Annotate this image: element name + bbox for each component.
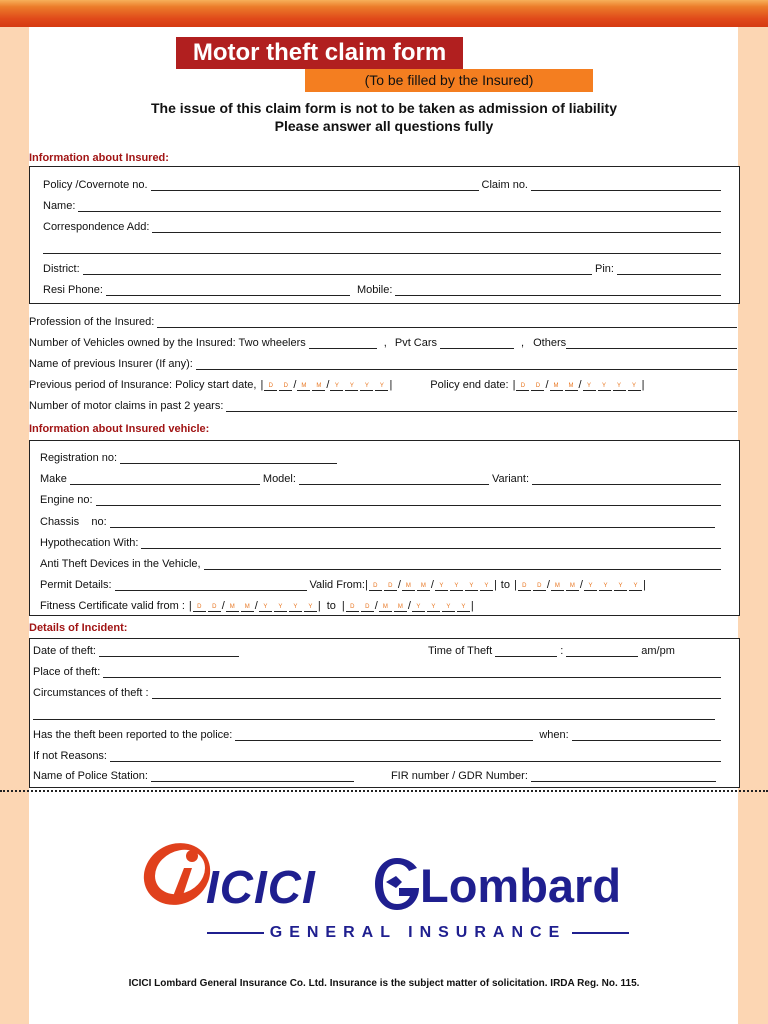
make-label: Make [40,473,67,485]
slash: / [254,600,258,612]
slash: / [578,379,582,391]
year-cell: Y [465,582,478,591]
claim-label: Claim no. [481,179,528,191]
to-label: to [326,600,336,612]
day-cell: D [369,582,382,591]
day-cell: D [264,382,277,391]
chassis-row [40,513,718,528]
police-station-field[interactable] [151,771,354,782]
permit-valid-to-date[interactable] [514,579,646,591]
circumstances-row [33,684,724,699]
chassis-label: Chassis no: [40,516,107,528]
when-label: when: [539,729,569,741]
brand-tagline [207,924,629,942]
day-cell: D [361,603,374,612]
bar: | [389,379,393,391]
year-cell: Y [375,382,388,391]
policy-start-date-field[interactable] [260,379,392,391]
place-field[interactable] [103,667,721,678]
time-separator: : [560,645,564,657]
tagline-rule-left [207,932,264,934]
permit-valid-from-date[interactable] [365,579,497,591]
year-cell: Y [345,382,358,391]
slash: / [545,379,549,391]
month-cell: M [417,582,430,591]
day-cell: D [208,603,221,612]
brand-name-icici: ICICI [206,861,316,913]
registration-label: Registration no: [40,452,118,464]
year-cell: Y [480,582,493,591]
permit-row [40,576,724,591]
comma: , [383,337,387,349]
month-cell: M [565,382,578,391]
slash: / [374,600,378,612]
two-wheelers-field[interactable] [309,338,377,349]
previous-insurer-field[interactable] [196,359,737,370]
bar: | [641,379,645,391]
day-cell: D [384,582,397,591]
month-cell: M [379,603,392,612]
fir-number-field[interactable] [531,771,716,782]
engine-label: Engine no: [40,494,93,506]
comma: , [521,337,525,349]
pvt-cars-label: Pvt Cars [394,337,438,349]
year-cell: Y [584,582,597,591]
anti-theft-row [40,555,724,570]
bar: | [513,579,517,591]
bar: | [470,600,474,612]
model-label: Model: [262,473,296,485]
district-row [43,260,724,275]
year-cell: Y [412,603,425,612]
circumstances-label: Circumstances of theft : [33,687,149,699]
chassis-field[interactable] [110,517,715,528]
section-heading-incident: Details of Incident: [29,622,128,634]
date-of-theft-label: Date of theft: [33,645,96,657]
slash: / [579,579,583,591]
police-station-row [33,767,719,782]
icici-i-logo-icon [140,834,214,914]
bar: | [512,379,516,391]
tagline-rule-right [572,932,629,934]
footer-disclaimer: ICICI Lombard General Insurance Co. Ltd. Insurance is the subject matter of solicitation. IRDA Reg. No. 115. [128,978,640,989]
previous-insurer-label: Name of previous Insurer (If any): [29,358,193,370]
day-cell: D [516,382,529,391]
year-cell: Y [289,603,302,612]
motor-claims-label: Number of motor claims in past 2 years: [29,400,224,412]
make-field[interactable] [70,474,260,485]
fitness-valid-from-date[interactable] [189,600,321,612]
year-cell: Y [442,603,455,612]
previous-period-label: Previous period of Insurance: Policy start date, [29,379,257,391]
variant-label: Variant: [491,473,530,485]
date-of-theft-field[interactable] [99,646,239,657]
bar: | [642,579,646,591]
bar: | [317,600,321,612]
policy-label: Policy /Covernote no. [43,179,148,191]
fitness-valid-to-date[interactable] [342,600,474,612]
previous-period-row [29,376,740,391]
year-cell: Y [304,603,317,612]
pin-field[interactable] [617,264,721,275]
anti-theft-label: Anti Theft Devices in the Vehicle, [40,558,201,570]
time-minutes-field[interactable] [566,646,638,657]
month-cell: M [394,603,407,612]
answer-instruction: Please answer all questions fully [274,118,494,134]
police-report-field[interactable] [235,730,533,741]
district-field[interactable] [83,264,592,275]
police-report-label: Has the theft been reported to the police: [33,729,233,741]
previous-insurer-row [29,355,740,370]
anti-theft-field[interactable] [204,559,721,570]
top-banner [0,0,768,27]
valid-from-label: Valid From: [309,579,365,591]
year-cell: Y [435,582,448,591]
bar: | [341,600,345,612]
make-row [40,470,724,485]
bar: | [260,379,264,391]
year-cell: Y [330,382,343,391]
slash: / [397,579,401,591]
perforation-line [0,790,768,792]
phone-row [43,281,724,296]
permit-label: Permit Details: [40,579,112,591]
vehicles-owned-row [29,334,740,349]
year-cell: Y [360,382,373,391]
engine-row [40,491,724,506]
slash: / [221,600,225,612]
policy-row [43,176,724,191]
place-label: Place of theft: [33,666,101,678]
bar: | [364,579,368,591]
year-cell: Y [259,603,272,612]
claim-number-field[interactable] [531,180,721,191]
year-cell: Y [613,382,626,391]
year-cell: Y [427,603,440,612]
lombard-crest-icon [372,856,422,912]
tagline-text: GENERAL INSURANCE [269,924,567,941]
month-cell: M [312,382,325,391]
year-cell: Y [629,582,642,591]
year-cell: Y [457,603,470,612]
address-field[interactable] [152,222,721,233]
vehicles-owned-label: Number of Vehicles owned by the Insured: Two wheelers [29,337,306,349]
address-field-line2[interactable] [43,243,721,254]
when-field[interactable] [572,730,721,741]
resi-phone-field[interactable] [106,285,350,296]
pvt-cars-field[interactable] [440,338,514,349]
address-row-2 [43,239,724,254]
slash: / [326,379,330,391]
day-cell: D [279,382,292,391]
circumstances-field[interactable] [152,688,721,699]
profession-field[interactable] [157,317,737,328]
slash: / [407,600,411,612]
profession-row [29,313,740,328]
district-label: District: [43,263,80,275]
fitness-row [40,597,600,612]
mobile-label: Mobile: [356,284,393,296]
pin-label: Pin: [595,263,614,275]
day-cell: D [531,382,544,391]
date-time-row [33,642,733,657]
motor-claims-row [29,397,740,412]
month-cell: M [566,582,579,591]
others-field[interactable] [566,338,737,349]
police-report-row [33,726,724,741]
fitness-label: Fitness Certificate valid from : [40,600,185,612]
reasons-field[interactable] [110,751,721,762]
bar: | [188,600,192,612]
permit-field[interactable] [115,580,307,591]
month-cell: M [226,603,239,612]
profession-label: Profession of the Insured: [29,316,155,328]
circumstances-field-line2[interactable] [33,709,715,720]
time-hours-field[interactable] [495,646,557,657]
month-cell: M [550,382,563,391]
slash: / [430,579,434,591]
slash: / [546,579,550,591]
day-cell: D [533,582,546,591]
year-cell: Y [628,382,641,391]
year-cell: Y [614,582,627,591]
to-label: to [500,579,510,591]
month-cell: M [551,582,564,591]
section-heading-insured: Information about Insured: [29,152,169,164]
hypothecation-label: Hypothecation With: [40,537,139,549]
reasons-row [33,747,724,762]
am-pm-label: am/pm [641,645,675,657]
name-field[interactable] [78,201,721,212]
brand-name-lombard: Lombard [420,859,622,912]
form-subtitle: (To be filled by the Insured) [305,69,593,92]
policy-end-label: Policy end date: [430,379,509,391]
year-cell: Y [598,382,611,391]
day-cell: D [346,603,359,612]
year-cell: Y [583,382,596,391]
circumstances-row-2 [33,705,718,720]
fir-number-label: FIR number / GDR Number: [390,770,528,782]
month-cell: M [402,582,415,591]
address-row [43,218,724,233]
policy-end-date-field[interactable] [513,379,645,391]
hypothecation-row [40,534,724,549]
police-station-label: Name of Police Station: [33,770,148,782]
model-field[interactable] [299,474,489,485]
year-cell: Y [274,603,287,612]
section-heading-vehicle: Information about Insured vehicle: [29,423,210,435]
variant-field[interactable] [532,474,721,485]
registration-field[interactable] [120,453,337,464]
slash: / [293,379,297,391]
form-title: Motor theft claim form [176,37,463,69]
day-cell: D [518,582,531,591]
day-cell: D [193,603,206,612]
name-label: Name: [43,200,76,212]
policy-number-field[interactable] [151,180,479,191]
others-label: Others [533,337,567,349]
registration-row [40,449,340,464]
address-label: Correspondence Add: [43,221,150,233]
bar: | [493,579,497,591]
name-row [43,197,724,212]
engine-field[interactable] [96,495,721,506]
reasons-label: If not Reasons: [33,750,107,762]
resi-phone-label: Resi Phone: [43,284,103,296]
mobile-field[interactable] [395,285,721,296]
hypothecation-field[interactable] [141,538,721,549]
place-row [33,663,724,678]
liability-notice: The issue of this claim form is not to be taken as admission of liability [151,100,617,116]
year-cell: Y [599,582,612,591]
motor-claims-field[interactable] [226,401,737,412]
year-cell: Y [450,582,463,591]
month-cell: M [241,603,254,612]
month-cell: M [297,382,310,391]
time-of-theft-label: Time of Theft [427,645,493,657]
